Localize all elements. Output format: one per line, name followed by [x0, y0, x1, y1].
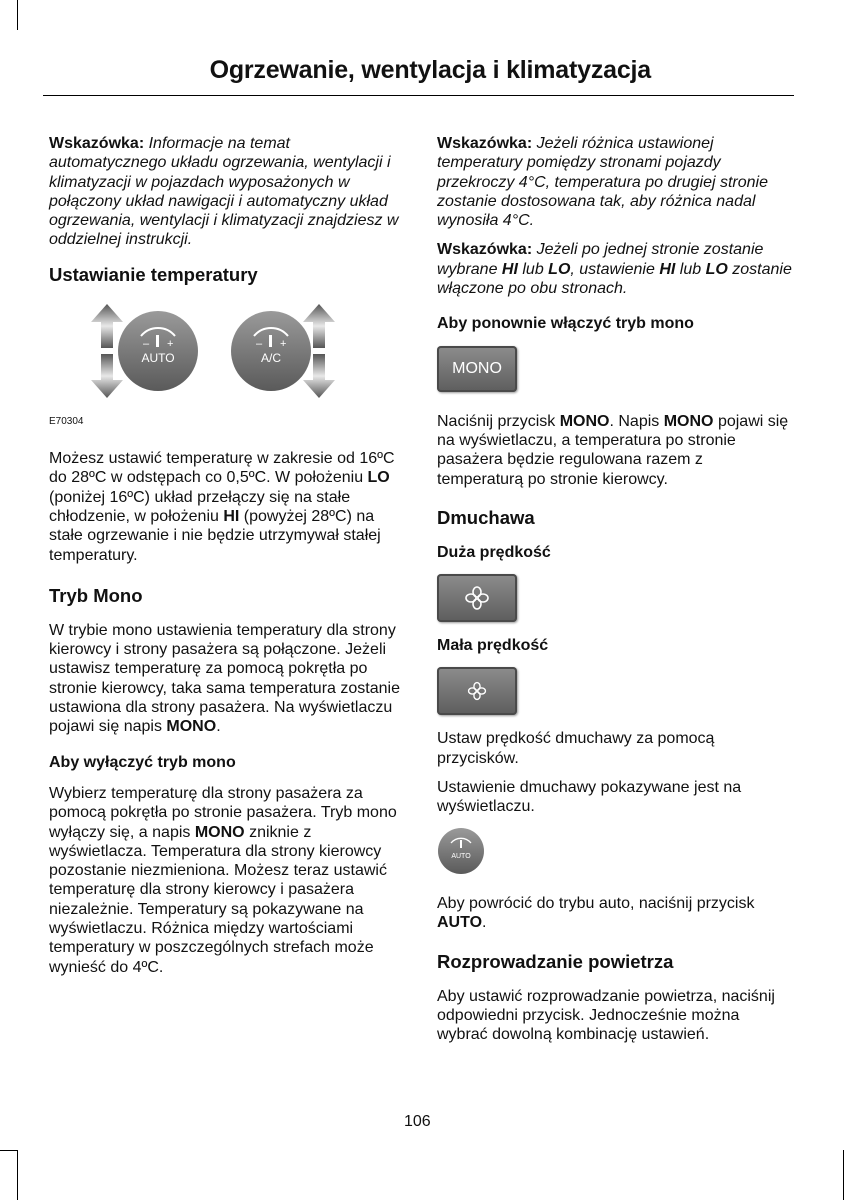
note-hi-lo: Wskazówka: Jeżeli po jednej stronie zostanie wybrane HI lub LO, ustawienie HI lub LO zostanie włączone po obu stronach.	[437, 241, 792, 298]
temperature-knobs-figure	[49, 300, 405, 402]
temperature-knobs-illustration	[49, 300, 405, 402]
auto-knob-label: AUTO	[141, 350, 175, 365]
crop-mark-bottom-left	[17, 1150, 18, 1200]
note-temperature-difference: Wskazówka: Jeżeli różnica ustawionej temperatury pomiędzy stronami pojazdy przekroczy 4°C, temperatura po drugiej stronie zostanie dostosowana tak, aby różnica nadal wynosiła 4°C.	[437, 135, 768, 230]
svg-text:–: –	[256, 337, 263, 350]
note-automatic-system	[49, 134, 405, 250]
svg-text:AUTO: AUTO	[451, 852, 471, 860]
mono-paragraph: W trybie mono ustawienia temperatury dla strony kierowcy i strony pasażera są połączone. Jeżeli ustawisz temperaturę za pomocą pokrętła po stronie kierowcy, taka sama temperatura zostanie ustawiona dla strony pasażera. Na wyświetlaczu pojawi się napis MONO.	[49, 621, 400, 736]
svg-text:–: –	[143, 337, 150, 350]
subheading-enable-mono: Aby ponownie włączyć tryb mono	[437, 315, 694, 333]
figure-code: E70304	[49, 415, 84, 427]
disable-mono-paragraph: Wybierz temperaturę dla strony pasażera za pomocą pokrętła po stronie pasażera. Tryb mono wyłączy się, a napis MONO zniknie z wyświetlacza. Temperatura dla strony kierowcy pozostanie niezmieniona. Możesz teraz ustawić temperaturę dla strony kierowcy i pasażera niezależnie. Temperatury są pokazywane na wyświetlaczu. Różnica między wartościami temperatury w poszczególnych strefach może wynieść do 4ºC.	[49, 784, 397, 976]
heading-mono: Tryb Mono	[49, 584, 143, 606]
note-label: Wskazówka:	[49, 135, 145, 152]
fan-high-button-illustration	[437, 574, 517, 622]
mono-button-illustration: MONO	[437, 346, 517, 392]
heading-air-distribution: Rozprowadzanie powietrza	[437, 950, 674, 972]
return-auto-paragraph: Aby powrócić do trybu auto, naciśnij przycisk AUTO.	[437, 894, 755, 932]
press-mono-paragraph: Naciśnij przycisk MONO. Napis MONO pojawi się na wyświetlaczu, a temperatura po stronie pasażera będzie regulowana razem z temperaturą po stronie kierowcy.	[437, 412, 789, 488]
subheading-low-speed: Mała prędkość	[437, 637, 549, 655]
heading-temperature: Ustawianie temperatury	[49, 263, 258, 285]
note-text: Informacje na temat automatycznego układu ogrzewania, wentylacji i klimatyzacji w pojazdach wyposażonych w połączony układ nawigacji i automatyczny układ ogrzewania, wentylacji i klimatyzacji znajdziesz w oddzielnej instrukcji.	[49, 135, 399, 249]
right-column	[437, 134, 793, 1054]
crop-mark-bottom-left-h	[0, 1150, 18, 1151]
title-rule	[43, 95, 794, 96]
heading-blower: Dmuchawa	[437, 506, 535, 528]
crop-mark-bottom-right	[843, 1150, 844, 1200]
fan-low-button-illustration	[437, 667, 517, 715]
left-column	[49, 134, 405, 987]
ac-knob-label: A/C	[260, 350, 282, 365]
fan-low-icon	[467, 681, 487, 701]
page-number: 106	[404, 1113, 431, 1130]
fan-high-icon	[464, 585, 490, 611]
svg-text:+: +	[280, 337, 287, 350]
blower-paragraph-1: Ustaw prędkość dmuchawy za pomocą przycisków.	[437, 730, 715, 767]
air-distribution-paragraph: Aby ustawić rozprowadzanie powietrza, naciśnij odpowiedni przycisk. Jednocześnie można wybrać dowolną kombinację ustawień.	[437, 987, 775, 1044]
blower-paragraph-2: Ustawienie dmuchawy pokazywane jest na wyświetlaczu.	[437, 779, 742, 816]
page-title: Ogrzewanie, wentylacja i klimatyzacja	[209, 56, 651, 84]
temperature-paragraph: Możesz ustawić temperaturę w zakresie od 16ºC do 28ºC w odstępach co 0,5ºC. W położeniu LO (poniżej 16ºC) układ przełączy się na stałe chłodzenie, w położeniu HI (powyżej 28ºC) na stałe ogrzewanie i nie będzie utrzymywał stałej temperatury.	[49, 450, 395, 564]
subheading-high-speed: Duża prędkość	[437, 543, 551, 561]
crop-mark-top-left	[17, 0, 18, 30]
subheading-disable-mono: Aby wyłączyć tryb mono	[49, 753, 236, 771]
svg-text:+: +	[167, 337, 174, 350]
auto-button-icon	[437, 827, 485, 875]
